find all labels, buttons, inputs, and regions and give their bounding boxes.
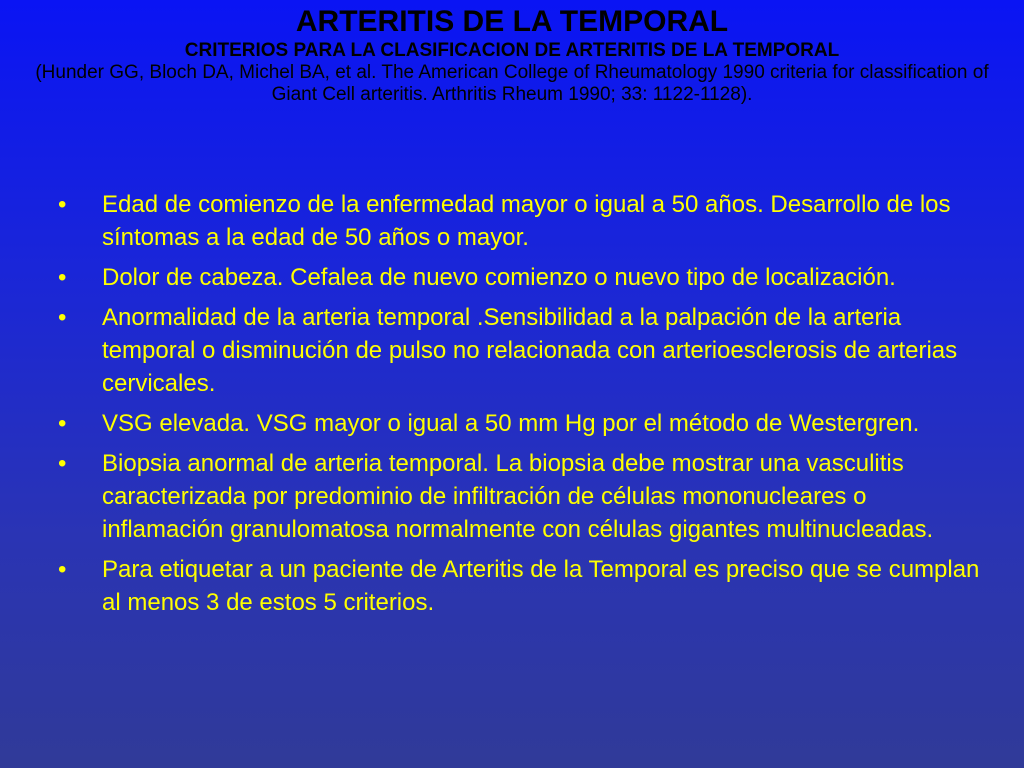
criteria-text: Para etiquetar a un paciente de Arteritis de la Temporal es preciso que se cumplan al menos 3 de estos 5 criterios.	[102, 556, 980, 616]
criteria-item	[58, 447, 988, 546]
slide-subtitle: CRITERIOS PARA LA CLASIFICACION DE ARTERITIS DE LA TEMPORAL	[184, 40, 840, 61]
criteria-text: VSG elevada. VSG mayor o igual a 50 mm Hg por el método de Westergren.	[102, 410, 920, 437]
criteria-item	[58, 553, 988, 619]
criteria-text: Biopsia anormal de arteria temporal. La biopsia debe mostrar una vasculitis caracterizada por predominio de infiltración de células mononucleares o inflamación granulomatosa normalmente con células gigantes multinucleadas.	[102, 450, 934, 543]
bullet-icon: •	[58, 556, 67, 583]
bullet-icon: •	[58, 304, 67, 331]
criteria-list	[58, 188, 988, 626]
criteria-item	[58, 407, 988, 440]
bullet-icon: •	[58, 191, 67, 218]
slide-title: ARTERITIS DE LA TEMPORAL	[295, 5, 729, 38]
criteria-text: Dolor de cabeza. Cefalea de nuevo comienzo o nuevo tipo de localización.	[102, 264, 896, 291]
criteria-text: Anormalidad de la arteria temporal .Sensibilidad a la palpación de la arteria temporal o disminución de pulso no relacionada con arterioesclerosis de arterias cervicales.	[102, 304, 958, 397]
bullet-icon: •	[58, 264, 67, 291]
criteria-item	[58, 261, 988, 294]
bullet-icon: •	[58, 410, 67, 437]
bullet-icon: •	[58, 450, 67, 477]
slide-reference: (Hunder GG, Bloch DA, Michel BA, et al. The American College of Rheumatology 1990 criteria for classification of Giant Cell arteritis. Arthritis Rheum 1990; 33: 1122-1128).	[35, 62, 989, 105]
slide-header	[30, 4, 994, 106]
criteria-item	[58, 188, 988, 254]
criteria-text: Edad de comienzo de la enfermedad mayor o igual a 50 años. Desarrollo de los síntomas a la edad de 50 años o mayor.	[102, 191, 951, 251]
criteria-item	[58, 301, 988, 400]
